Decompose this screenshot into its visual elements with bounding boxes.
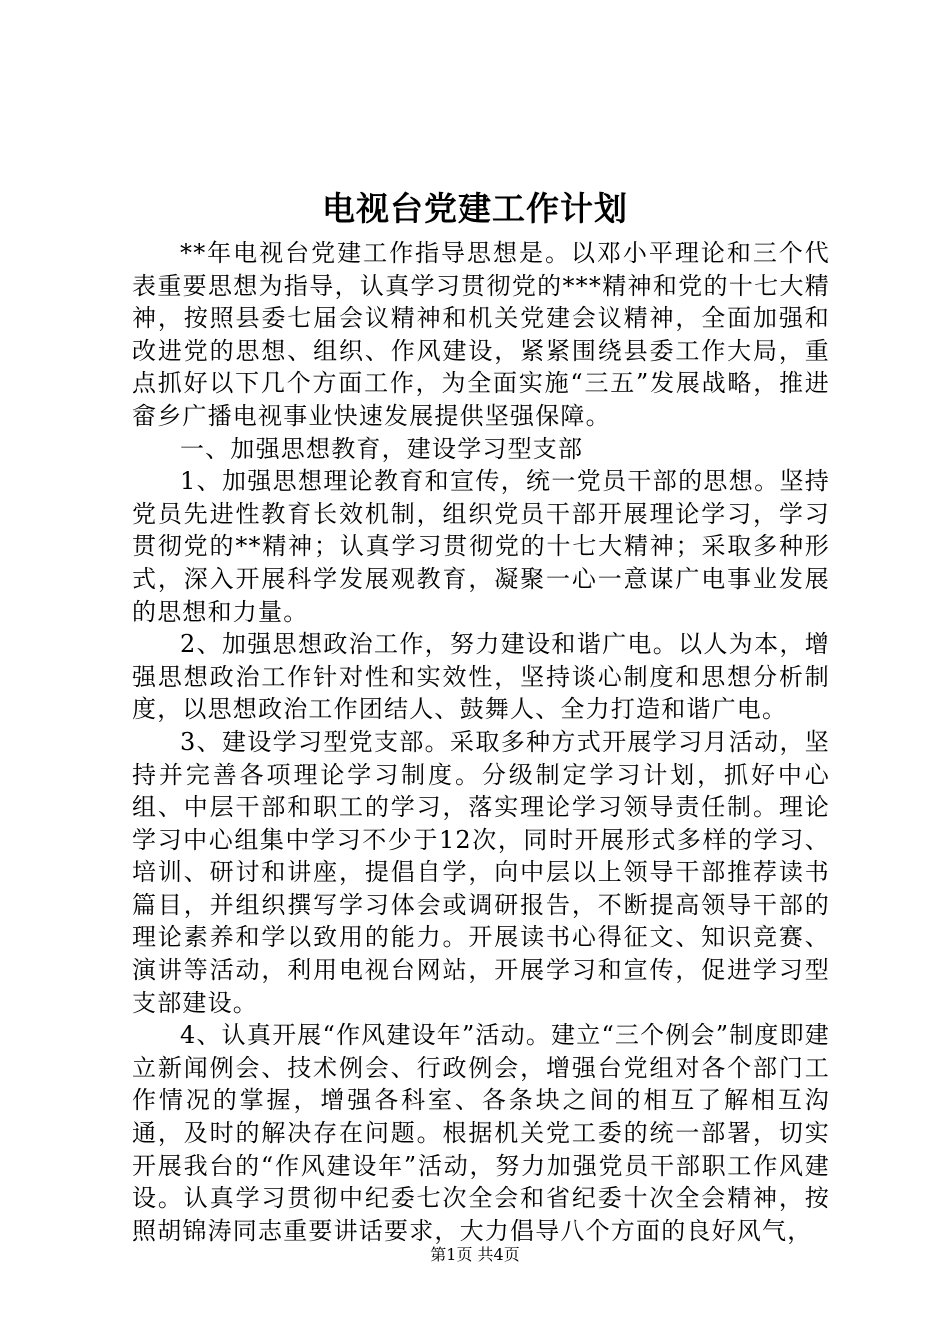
paragraph-item-1: 1、加强思想理论教育和宣传，统一党员干部的思想。坚持党员先进性教育长效机制，组织党员干部开展理论学习，学习贯彻党的**精神；认真学习贯彻党的十七大精神；采取多种形式，深入开展科学发展观教育，凝聚一心一意谋广电事业发展的思想和力量。 — [132, 467, 830, 626]
paragraph-item-4: 4、认真开展“作风建设年”活动。建立“三个例会”制度即建立新闻例会、技术例会、行政例会，增强台党组对各个部门工作情况的掌握，增强各科室、各条块之间的相互了解相互沟通，及时的解决存在问题。根据机关党工委的统一部署，切实开展我台的“作风建设年”活动，努力加强党员干部职工作风建设。认真学习贯彻中纪委七次全会和省纪委十次全会精神，按照胡锦涛同志重要讲话要求，大力倡导八个方面的良好风气， — [132, 1021, 830, 1245]
section-heading-1: 一、加强思想教育，建设学习型支部 — [180, 434, 584, 463]
paragraph-item-3: 3、建设学习型党支部。采取多种方式开展学习月活动，坚持并完善各项理论学习制度。分级制定学习计划，抓好中心组、中层干部和职工的学习，落实理论学习领导责任制。理论学习中心组集中学习不少于12次，同时开展形式多样的学习、培训、研讨和讲座，提倡自学，向中层以上领导干部推荐读书篇目，并组织撰写学习体会或调研报告，不断提高领导干部的理论素养和学以致用的能力。开展读书心得征文、知识竞赛、演讲等活动，利用电视台网站，开展学习和宣传，促进学习型支部建设。 — [132, 727, 830, 1017]
paragraph-guiding-thought: **年电视台党建工作指导思想是。以邓小平理论和三个代表重要思想为指导，认真学习贯彻党的***精神和党的十七大精神，按照县委七届会议精神和机关党建会议精神，全面加强和改进党的思想、组织、作风建设，紧紧围绕县委工作大局，重点抓好以下几个方面工作，为全面实施“三五”发展战略，推进畲乡广播电视事业快速发展提供坚强保障。 — [132, 239, 830, 430]
paragraph-item-2: 2、加强思想政治工作，努力建设和谐广电。以人为本，增强思想政治工作针对性和实效性，坚持谈心制度和思想分析制度，以思想政治工作团结人、鼓舞人、全力打造和谐广电。 — [132, 630, 830, 724]
document-title: 电视台党建工作计划 — [322, 189, 628, 228]
document-body — [132, 237, 830, 1247]
page-footer: 第1页 共4页 — [430, 1245, 520, 1264]
